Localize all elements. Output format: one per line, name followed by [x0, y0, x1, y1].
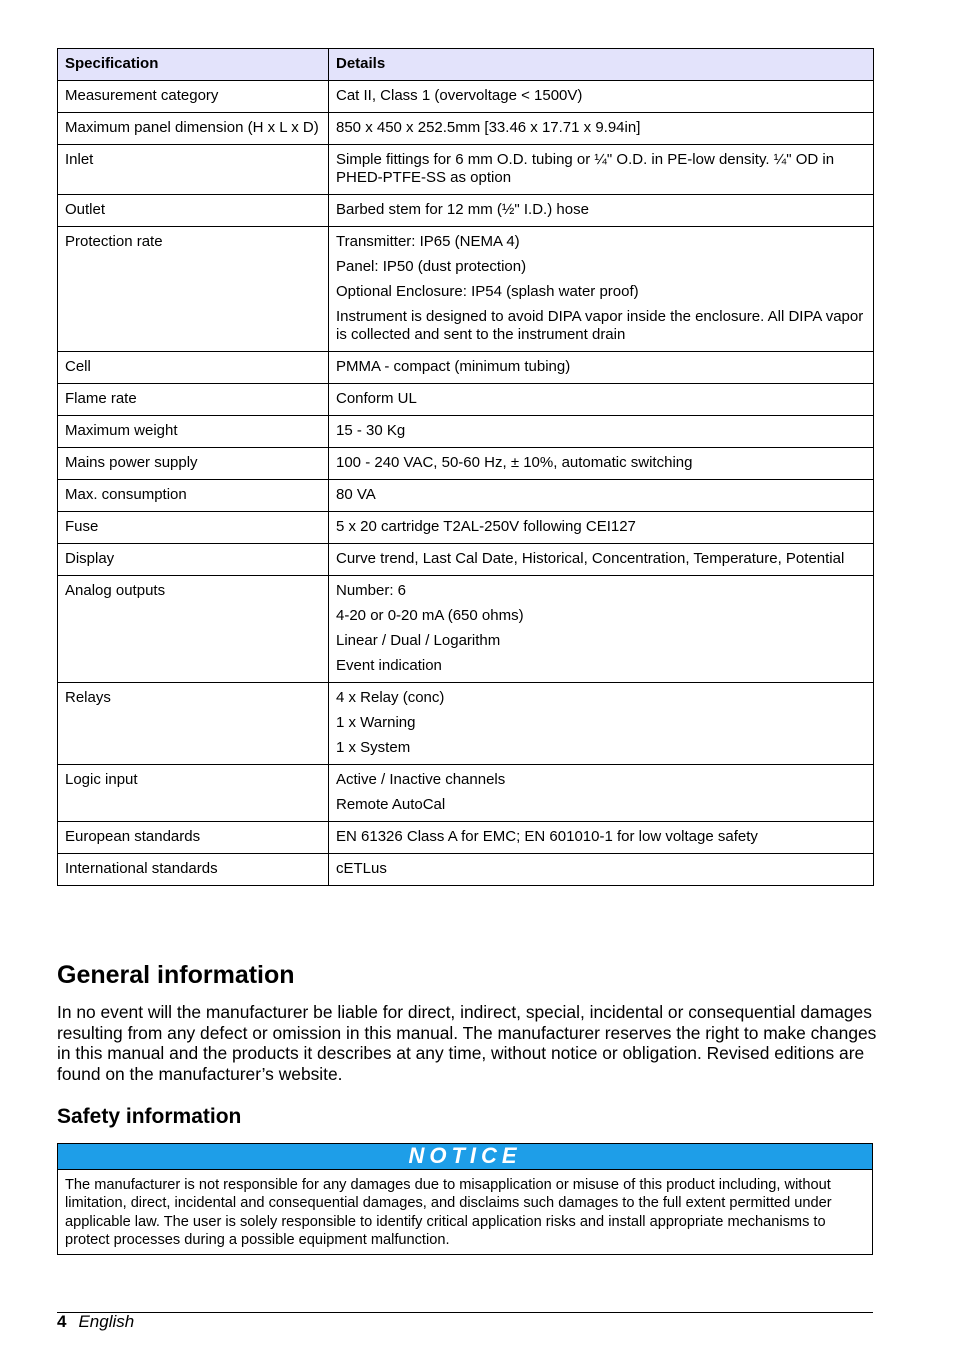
spec-details-cell: [329, 854, 874, 886]
spec-details-cell: [329, 512, 874, 544]
table-row: [58, 227, 874, 352]
spec-name-cell: Fuse: [58, 512, 329, 544]
detail-line: Linear / Dual / Logarithm: [336, 632, 501, 649]
table-row: [58, 683, 874, 765]
spec-name-cell: Relays: [58, 683, 329, 765]
table-row: [58, 416, 874, 448]
spec-name-cell: Outlet: [58, 195, 329, 227]
spec-details-cell: [329, 683, 874, 765]
spec-name-cell: Max. consumption: [58, 480, 329, 512]
detail-line: Number: 6: [336, 582, 407, 599]
detail-line: EN 61326 Class A for EMC; EN 601010-1 for low voltage safety: [336, 828, 758, 845]
spec-details-cell: [329, 384, 874, 416]
detail-line: 4 x Relay (conc): [336, 689, 445, 706]
spec-name-cell: Flame rate: [58, 384, 329, 416]
spec-name-cell: European standards: [58, 822, 329, 854]
notice-box: [57, 1143, 873, 1255]
spec-details-cell: [329, 113, 874, 145]
spec-details-cell: [329, 227, 874, 352]
detail-line: 80 VA: [336, 486, 376, 503]
table-row: [58, 448, 874, 480]
general-information-heading: General information: [57, 961, 295, 989]
table-row: [58, 544, 874, 576]
table-row: [58, 765, 874, 822]
spec-name-cell: Inlet: [58, 145, 329, 195]
table-row: [58, 145, 874, 195]
spec-details-cell: [329, 765, 874, 822]
table-row: [58, 384, 874, 416]
spec-details-cell: [329, 448, 874, 480]
table-body: [58, 81, 874, 886]
spec-details-cell: [329, 480, 874, 512]
detail-line: Simple fittings for 6 mm O.D. tubing or ¼" O.D. in PE-low density. ¼" OD in PHED-PTFE-SS as option: [336, 151, 835, 186]
detail-line: PMMA - compact (minimum tubing): [336, 358, 571, 375]
detail-line: 850 x 450 x 252.5mm [33.46 x 17.71 x 9.94in]: [336, 119, 641, 136]
specifications-table: [57, 48, 874, 886]
detail-line: Instrument is designed to avoid DIPA vapor inside the enclosure. All DIPA vapor is collected and sent to the instrument drain: [336, 308, 864, 343]
detail-line: Cat II, Class 1 (overvoltage < 1500V): [336, 87, 583, 104]
spec-name-cell: Analog outputs: [58, 576, 329, 683]
spec-details-cell: [329, 822, 874, 854]
table-header-row: [58, 49, 874, 81]
spec-name-cell: Display: [58, 544, 329, 576]
spec-details-cell: [329, 195, 874, 227]
table-row: [58, 854, 874, 886]
spec-details-cell: [329, 416, 874, 448]
spec-details-cell: [329, 544, 874, 576]
detail-line: cETLus: [336, 860, 387, 877]
column-header-details: Details: [329, 49, 874, 81]
footer-divider: [57, 1312, 873, 1313]
spec-details-cell: [329, 81, 874, 113]
table-row: [58, 822, 874, 854]
page-number: 4: [57, 1312, 67, 1331]
table-row: [58, 195, 874, 227]
detail-line: 1 x System: [336, 739, 411, 756]
table-row: [58, 512, 874, 544]
safety-information-heading: Safety information: [57, 1105, 242, 1128]
detail-line: Optional Enclosure: IP54 (splash water proof): [336, 283, 639, 300]
detail-line: Transmitter: IP65 (NEMA 4): [336, 233, 520, 250]
spec-name-cell: Mains power supply: [58, 448, 329, 480]
table-row: [58, 113, 874, 145]
detail-line: Conform UL: [336, 390, 417, 407]
spec-name-cell: Maximum panel dimension (H x L x D): [58, 113, 329, 145]
table-row: [58, 81, 874, 113]
table-row: [58, 352, 874, 384]
spec-details-cell: [329, 145, 874, 195]
detail-line: Barbed stem for 12 mm (½" I.D.) hose: [336, 201, 589, 218]
footer-language: English: [78, 1312, 135, 1331]
detail-line: Curve trend, Last Cal Date, Historical, Concentration, Temperature, Potential: [336, 550, 845, 567]
notice-label: NOTICE: [58, 1144, 872, 1170]
detail-line: 4-20 or 0-20 mA (650 ohms): [336, 607, 524, 624]
spec-name-cell: Protection rate: [58, 227, 329, 352]
spec-details-cell: [329, 352, 874, 384]
spec-details-cell: [329, 576, 874, 683]
spec-name-cell: Cell: [58, 352, 329, 384]
detail-line: Remote AutoCal: [336, 796, 446, 813]
spec-name-cell: Logic input: [58, 765, 329, 822]
spec-name-cell: International standards: [58, 854, 329, 886]
detail-line: Active / Inactive channels: [336, 771, 506, 788]
spec-name-cell: Measurement category: [58, 81, 329, 113]
notice-text: The manufacturer is not responsible for any damages due to misapplication or misuse of this product including, without limitation, direct, incidental and consequential damages, and disclaims such damages to the full extent permitted under applicable law. The user is solely responsible to identify critical application risks and install appropriate mechanisms to protect processes during a possible equipment malfunction.: [65, 1177, 832, 1248]
general-information-paragraph: In no event will the manufacturer be liable for direct, indirect, special, incidental or consequential damages resulting from any defect or omission in this manual. The manufacturer reserves the right to make changes in this manual and the products it describes at any time, without notice or obligation. Revised editions are found on the manufacturer’s website.: [57, 1002, 877, 1085]
table-row: [58, 576, 874, 683]
detail-line: 15 - 30 Kg: [336, 422, 406, 439]
detail-line: 100 - 240 VAC, 50-60 Hz, ± 10%, automatic switching: [336, 454, 693, 471]
spec-name-cell: Maximum weight: [58, 416, 329, 448]
table-row: [58, 480, 874, 512]
detail-line: Panel: IP50 (dust protection): [336, 258, 527, 275]
detail-line: 5 x 20 cartridge T2AL-250V following CEI127: [336, 518, 636, 535]
page-footer: [57, 1312, 134, 1332]
detail-line: Event indication: [336, 657, 442, 674]
column-header-specification: Specification: [58, 49, 329, 81]
detail-line: 1 x Warning: [336, 714, 416, 731]
